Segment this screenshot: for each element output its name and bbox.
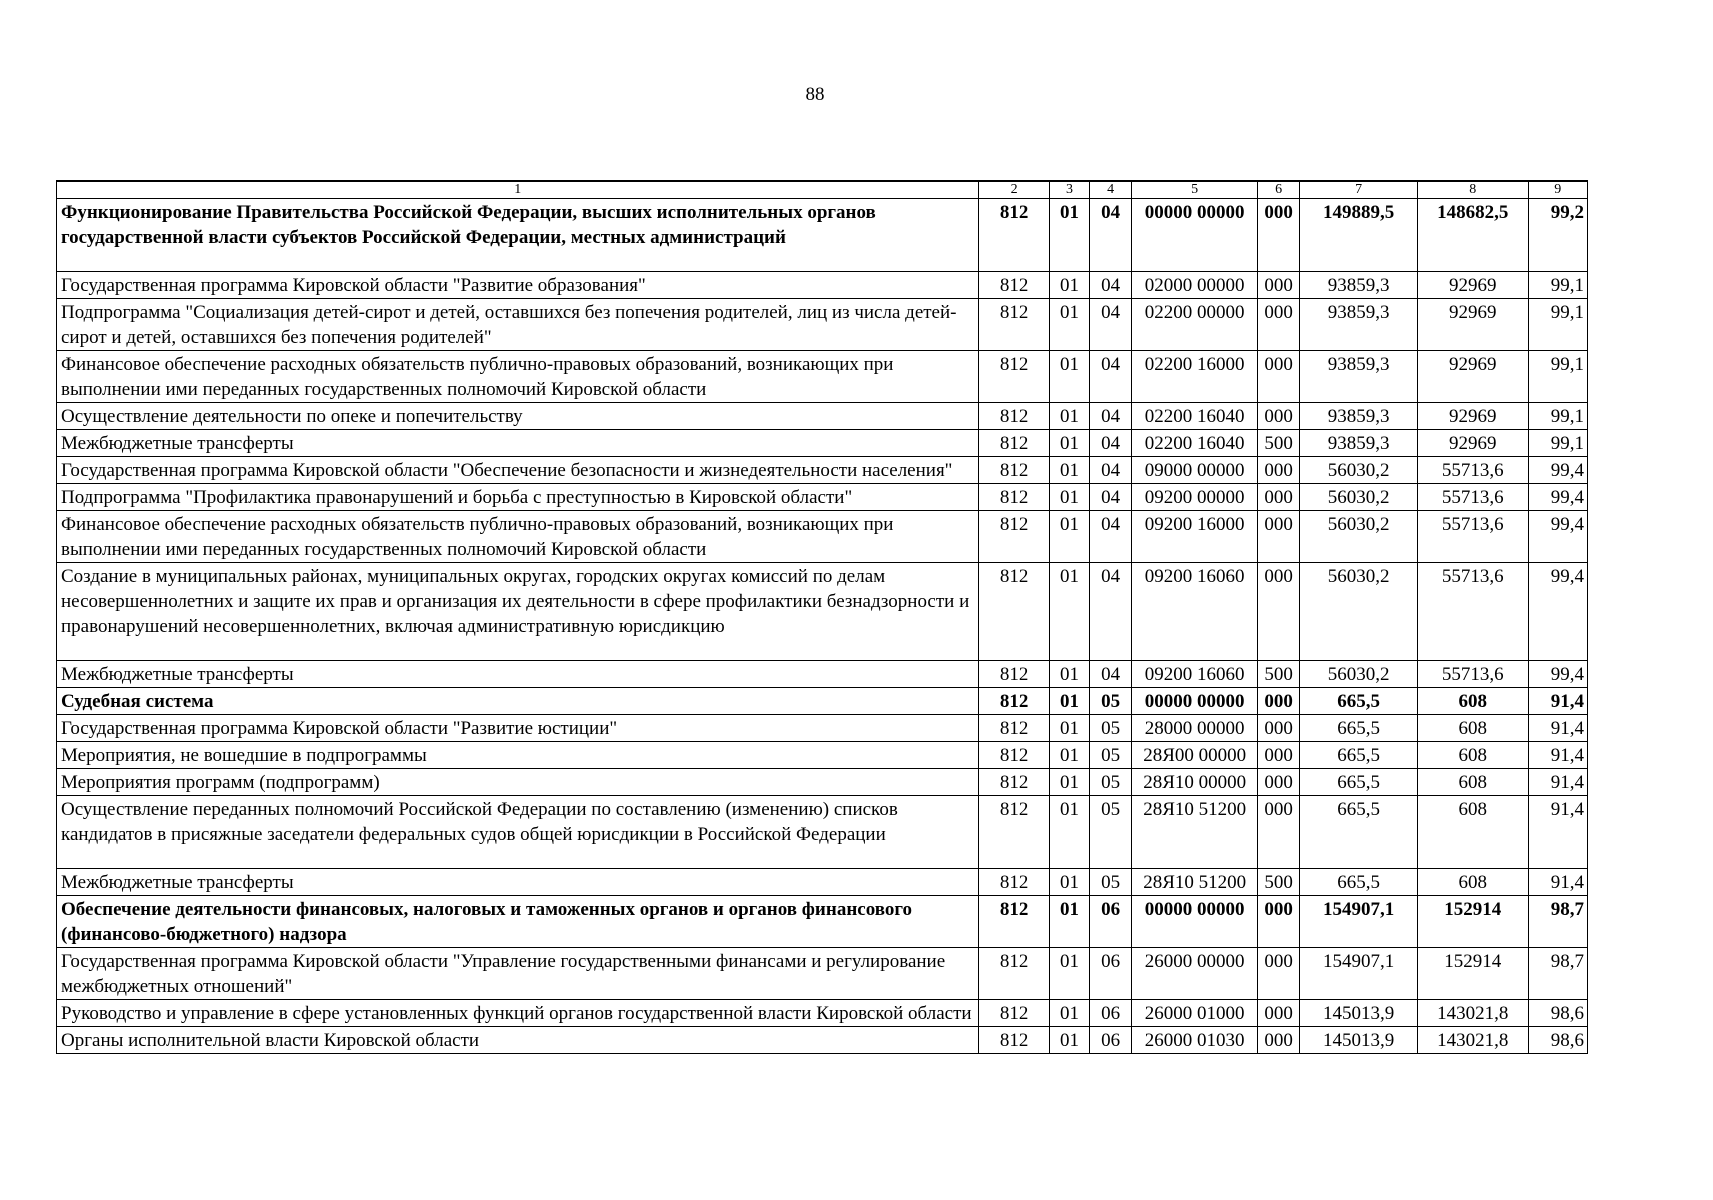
row-name: Межбюджетные трансферты (57, 869, 979, 896)
header-row (57, 181, 1588, 199)
row-planned: 145013,9 (1300, 1027, 1418, 1054)
row-subsection: 05 (1090, 688, 1132, 715)
row-target-article: 09200 16060 (1132, 563, 1258, 661)
table-row (57, 715, 1588, 742)
row-target-article: 02200 16000 (1132, 351, 1258, 403)
row-target-article: 26000 01030 (1132, 1027, 1258, 1054)
row-percent: 99,2 (1528, 199, 1587, 272)
table-row (57, 1027, 1588, 1054)
row-section: 01 (1049, 1027, 1089, 1054)
row-percent: 91,4 (1528, 769, 1587, 796)
row-expense-type: 500 (1258, 430, 1300, 457)
table-row (57, 742, 1588, 769)
row-ministry-code: 812 (979, 1000, 1049, 1027)
budget-table (56, 180, 1588, 1054)
row-target-article: 02200 16040 (1132, 403, 1258, 430)
row-expense-type: 000 (1258, 484, 1300, 511)
row-section: 01 (1049, 715, 1089, 742)
row-target-article: 02200 00000 (1132, 299, 1258, 351)
row-name: Создание в муниципальных районах, муниципальных округах, городских округах комиссий по делам несовершеннолетних и защите их прав и организация их деятельности в сфере профилактики безнадзорности и правонарушений несовершеннолетних, включая административную юрисдикцию (57, 563, 979, 661)
row-planned: 665,5 (1300, 688, 1418, 715)
row-expense-type: 000 (1258, 742, 1300, 769)
row-ministry-code: 812 (979, 199, 1049, 272)
row-planned: 56030,2 (1300, 661, 1418, 688)
row-target-article: 09200 00000 (1132, 484, 1258, 511)
row-name: Государственная программа Кировской области "Управление государственными финансами и регулирование межбюджетных отношений" (57, 948, 979, 1000)
row-target-article: 00000 00000 (1132, 688, 1258, 715)
row-section: 01 (1049, 769, 1089, 796)
table-row (57, 661, 1588, 688)
row-planned: 93859,3 (1300, 430, 1418, 457)
row-planned: 154907,1 (1300, 896, 1418, 948)
row-executed: 152914 (1417, 948, 1528, 1000)
table-row (57, 272, 1588, 299)
row-subsection: 06 (1090, 896, 1132, 948)
row-planned: 56030,2 (1300, 484, 1418, 511)
table-row (57, 1000, 1588, 1027)
row-expense-type: 000 (1258, 457, 1300, 484)
row-subsection: 04 (1090, 563, 1132, 661)
row-expense-type: 000 (1258, 272, 1300, 299)
row-executed: 55713,6 (1417, 661, 1528, 688)
row-target-article: 28000 00000 (1132, 715, 1258, 742)
row-ministry-code: 812 (979, 869, 1049, 896)
table-row (57, 896, 1588, 948)
row-expense-type: 000 (1258, 896, 1300, 948)
row-executed: 92969 (1417, 299, 1528, 351)
row-planned: 154907,1 (1300, 948, 1418, 1000)
table-row (57, 563, 1588, 661)
row-expense-type: 000 (1258, 511, 1300, 563)
row-expense-type: 000 (1258, 199, 1300, 272)
row-name: Функционирование Правительства Российской Федерации, высших исполнительных органов государственной власти субъектов Российской Федерации, местных администраций (57, 199, 979, 272)
row-executed: 55713,6 (1417, 511, 1528, 563)
table-row (57, 403, 1588, 430)
row-section: 01 (1049, 661, 1089, 688)
column-header-8: 8 (1417, 181, 1528, 199)
row-name: Государственная программа Кировской области "Развитие юстиции" (57, 715, 979, 742)
row-target-article: 28Я10 00000 (1132, 769, 1258, 796)
row-expense-type: 000 (1258, 403, 1300, 430)
row-executed: 608 (1417, 796, 1528, 869)
row-planned: 665,5 (1300, 869, 1418, 896)
row-percent: 99,4 (1528, 484, 1587, 511)
row-percent: 91,4 (1528, 688, 1587, 715)
row-name: Осуществление деятельности по опеке и попечительству (57, 403, 979, 430)
row-subsection: 04 (1090, 351, 1132, 403)
row-percent: 98,7 (1528, 948, 1587, 1000)
row-ministry-code: 812 (979, 742, 1049, 769)
row-ministry-code: 812 (979, 896, 1049, 948)
row-subsection: 04 (1090, 199, 1132, 272)
row-subsection: 04 (1090, 484, 1132, 511)
row-name: Государственная программа Кировской области "Развитие образования" (57, 272, 979, 299)
row-target-article: 09000 00000 (1132, 457, 1258, 484)
table-row (57, 484, 1588, 511)
row-executed: 92969 (1417, 272, 1528, 299)
row-executed: 608 (1417, 715, 1528, 742)
row-percent: 99,4 (1528, 563, 1587, 661)
row-planned: 665,5 (1300, 769, 1418, 796)
row-percent: 91,4 (1528, 796, 1587, 869)
row-target-article: 28Я10 51200 (1132, 796, 1258, 869)
row-section: 01 (1049, 484, 1089, 511)
table-row (57, 457, 1588, 484)
table-row (57, 769, 1588, 796)
row-expense-type: 000 (1258, 948, 1300, 1000)
row-section: 01 (1049, 272, 1089, 299)
row-section: 01 (1049, 869, 1089, 896)
row-target-article: 02200 16040 (1132, 430, 1258, 457)
row-name: Руководство и управление в сфере установленных функций органов государственной власти Кировской области (57, 1000, 979, 1027)
row-executed: 152914 (1417, 896, 1528, 948)
row-executed: 608 (1417, 869, 1528, 896)
row-executed: 608 (1417, 742, 1528, 769)
column-header-9: 9 (1528, 181, 1587, 199)
row-planned: 665,5 (1300, 796, 1418, 869)
row-subsection: 05 (1090, 796, 1132, 869)
row-percent: 99,1 (1528, 403, 1587, 430)
row-ministry-code: 812 (979, 403, 1049, 430)
column-header-1: 1 (57, 181, 979, 199)
row-expense-type: 000 (1258, 1000, 1300, 1027)
row-subsection: 04 (1090, 272, 1132, 299)
row-ministry-code: 812 (979, 272, 1049, 299)
row-subsection: 06 (1090, 1027, 1132, 1054)
row-ministry-code: 812 (979, 563, 1049, 661)
row-section: 01 (1049, 351, 1089, 403)
row-section: 01 (1049, 1000, 1089, 1027)
row-target-article: 09200 16000 (1132, 511, 1258, 563)
row-section: 01 (1049, 948, 1089, 1000)
row-subsection: 04 (1090, 511, 1132, 563)
row-subsection: 04 (1090, 403, 1132, 430)
row-ministry-code: 812 (979, 1027, 1049, 1054)
row-percent: 91,4 (1528, 715, 1587, 742)
table-row (57, 688, 1588, 715)
column-header-6: 6 (1258, 181, 1300, 199)
row-executed: 143021,8 (1417, 1000, 1528, 1027)
row-target-article: 28Я00 00000 (1132, 742, 1258, 769)
row-section: 01 (1049, 742, 1089, 769)
table-body (57, 199, 1588, 1054)
row-subsection: 05 (1090, 769, 1132, 796)
row-name: Финансовое обеспечение расходных обязательств публично-правовых образований, возникающих при выполнении ими переданных государственных полномочий Кировской области (57, 351, 979, 403)
row-subsection: 05 (1090, 715, 1132, 742)
row-executed: 92969 (1417, 403, 1528, 430)
row-planned: 145013,9 (1300, 1000, 1418, 1027)
table-row (57, 511, 1588, 563)
table-row (57, 796, 1588, 869)
row-name: Межбюджетные трансферты (57, 661, 979, 688)
row-expense-type: 000 (1258, 769, 1300, 796)
row-ministry-code: 812 (979, 430, 1049, 457)
row-percent: 99,1 (1528, 299, 1587, 351)
row-ministry-code: 812 (979, 948, 1049, 1000)
row-name: Межбюджетные трансферты (57, 430, 979, 457)
row-percent: 99,1 (1528, 272, 1587, 299)
row-executed: 148682,5 (1417, 199, 1528, 272)
column-header-5: 5 (1132, 181, 1258, 199)
row-executed: 92969 (1417, 351, 1528, 403)
column-header-2: 2 (979, 181, 1049, 199)
row-name: Обеспечение деятельности финансовых, налоговых и таможенных органов и органов финансового (финансово-бюджетного) надзора (57, 896, 979, 948)
row-percent: 98,6 (1528, 1027, 1587, 1054)
row-subsection: 05 (1090, 869, 1132, 896)
row-section: 01 (1049, 688, 1089, 715)
row-ministry-code: 812 (979, 511, 1049, 563)
row-percent: 98,6 (1528, 1000, 1587, 1027)
row-executed: 55713,6 (1417, 563, 1528, 661)
table-row (57, 948, 1588, 1000)
row-planned: 149889,5 (1300, 199, 1418, 272)
row-percent: 91,4 (1528, 742, 1587, 769)
row-executed: 55713,6 (1417, 457, 1528, 484)
row-section: 01 (1049, 199, 1089, 272)
row-expense-type: 000 (1258, 351, 1300, 403)
row-ministry-code: 812 (979, 299, 1049, 351)
row-target-article: 26000 01000 (1132, 1000, 1258, 1027)
row-section: 01 (1049, 430, 1089, 457)
page-number: 88 (805, 84, 825, 105)
row-target-article: 09200 16060 (1132, 661, 1258, 688)
row-name: Мероприятия, не вошедшие в подпрограммы (57, 742, 979, 769)
row-expense-type: 000 (1258, 796, 1300, 869)
row-planned: 56030,2 (1300, 563, 1418, 661)
row-target-article: 26000 00000 (1132, 948, 1258, 1000)
table-row (57, 351, 1588, 403)
row-name: Финансовое обеспечение расходных обязательств публично-правовых образований, возникающих при выполнении ими переданных государственных полномочий Кировской области (57, 511, 979, 563)
row-section: 01 (1049, 563, 1089, 661)
row-expense-type: 500 (1258, 869, 1300, 896)
row-target-article: 02000 00000 (1132, 272, 1258, 299)
row-planned: 665,5 (1300, 715, 1418, 742)
row-percent: 91,4 (1528, 869, 1587, 896)
row-executed: 55713,6 (1417, 484, 1528, 511)
row-ministry-code: 812 (979, 484, 1049, 511)
table-row (57, 869, 1588, 896)
row-name: Подпрограмма "Социализация детей-сирот и детей, оставшихся без попечения родителей, лиц из числа детей-сирот и детей, оставшихся без попечения родителей" (57, 299, 979, 351)
row-executed: 143021,8 (1417, 1027, 1528, 1054)
row-percent: 99,1 (1528, 430, 1587, 457)
table-row (57, 430, 1588, 457)
row-name: Подпрограмма "Профилактика правонарушений и борьба с преступностью в Кировской области" (57, 484, 979, 511)
row-subsection: 06 (1090, 948, 1132, 1000)
row-subsection: 04 (1090, 299, 1132, 351)
row-planned: 93859,3 (1300, 403, 1418, 430)
row-ministry-code: 812 (979, 769, 1049, 796)
column-header-3: 3 (1049, 181, 1089, 199)
row-subsection: 04 (1090, 457, 1132, 484)
table-row (57, 199, 1588, 272)
row-subsection: 04 (1090, 430, 1132, 457)
row-expense-type: 000 (1258, 1027, 1300, 1054)
row-percent: 99,4 (1528, 511, 1587, 563)
row-expense-type: 000 (1258, 715, 1300, 742)
row-planned: 665,5 (1300, 742, 1418, 769)
row-ministry-code: 812 (979, 715, 1049, 742)
row-planned: 56030,2 (1300, 511, 1418, 563)
row-target-article: 00000 00000 (1132, 896, 1258, 948)
row-expense-type: 000 (1258, 563, 1300, 661)
row-executed: 92969 (1417, 430, 1528, 457)
row-ministry-code: 812 (979, 688, 1049, 715)
row-subsection: 06 (1090, 1000, 1132, 1027)
row-section: 01 (1049, 299, 1089, 351)
row-subsection: 04 (1090, 661, 1132, 688)
row-expense-type: 500 (1258, 661, 1300, 688)
row-percent: 99,4 (1528, 457, 1587, 484)
row-name: Государственная программа Кировской области "Обеспечение безопасности и жизнедеятельности населения" (57, 457, 979, 484)
row-section: 01 (1049, 511, 1089, 563)
row-ministry-code: 812 (979, 796, 1049, 869)
row-planned: 93859,3 (1300, 299, 1418, 351)
row-executed: 608 (1417, 688, 1528, 715)
row-percent: 99,1 (1528, 351, 1587, 403)
row-target-article: 28Я10 51200 (1132, 869, 1258, 896)
row-section: 01 (1049, 457, 1089, 484)
row-expense-type: 000 (1258, 299, 1300, 351)
row-subsection: 05 (1090, 742, 1132, 769)
row-planned: 56030,2 (1300, 457, 1418, 484)
row-ministry-code: 812 (979, 661, 1049, 688)
row-section: 01 (1049, 796, 1089, 869)
row-ministry-code: 812 (979, 351, 1049, 403)
row-section: 01 (1049, 403, 1089, 430)
row-percent: 99,4 (1528, 661, 1587, 688)
row-target-article: 00000 00000 (1132, 199, 1258, 272)
row-planned: 93859,3 (1300, 272, 1418, 299)
row-ministry-code: 812 (979, 457, 1049, 484)
row-planned: 93859,3 (1300, 351, 1418, 403)
row-section: 01 (1049, 896, 1089, 948)
row-expense-type: 000 (1258, 688, 1300, 715)
row-name: Органы исполнительной власти Кировской области (57, 1027, 979, 1054)
row-name: Мероприятия программ (подпрограмм) (57, 769, 979, 796)
row-name: Судебная система (57, 688, 979, 715)
row-name: Осуществление переданных полномочий Российской Федерации по составлению (изменению) списков кандидатов в присяжные заседатели федеральных судов общей юрисдикции в Российской Федерации (57, 796, 979, 869)
column-header-4: 4 (1090, 181, 1132, 199)
row-percent: 98,7 (1528, 896, 1587, 948)
table-row (57, 299, 1588, 351)
row-executed: 608 (1417, 769, 1528, 796)
column-header-7: 7 (1300, 181, 1418, 199)
